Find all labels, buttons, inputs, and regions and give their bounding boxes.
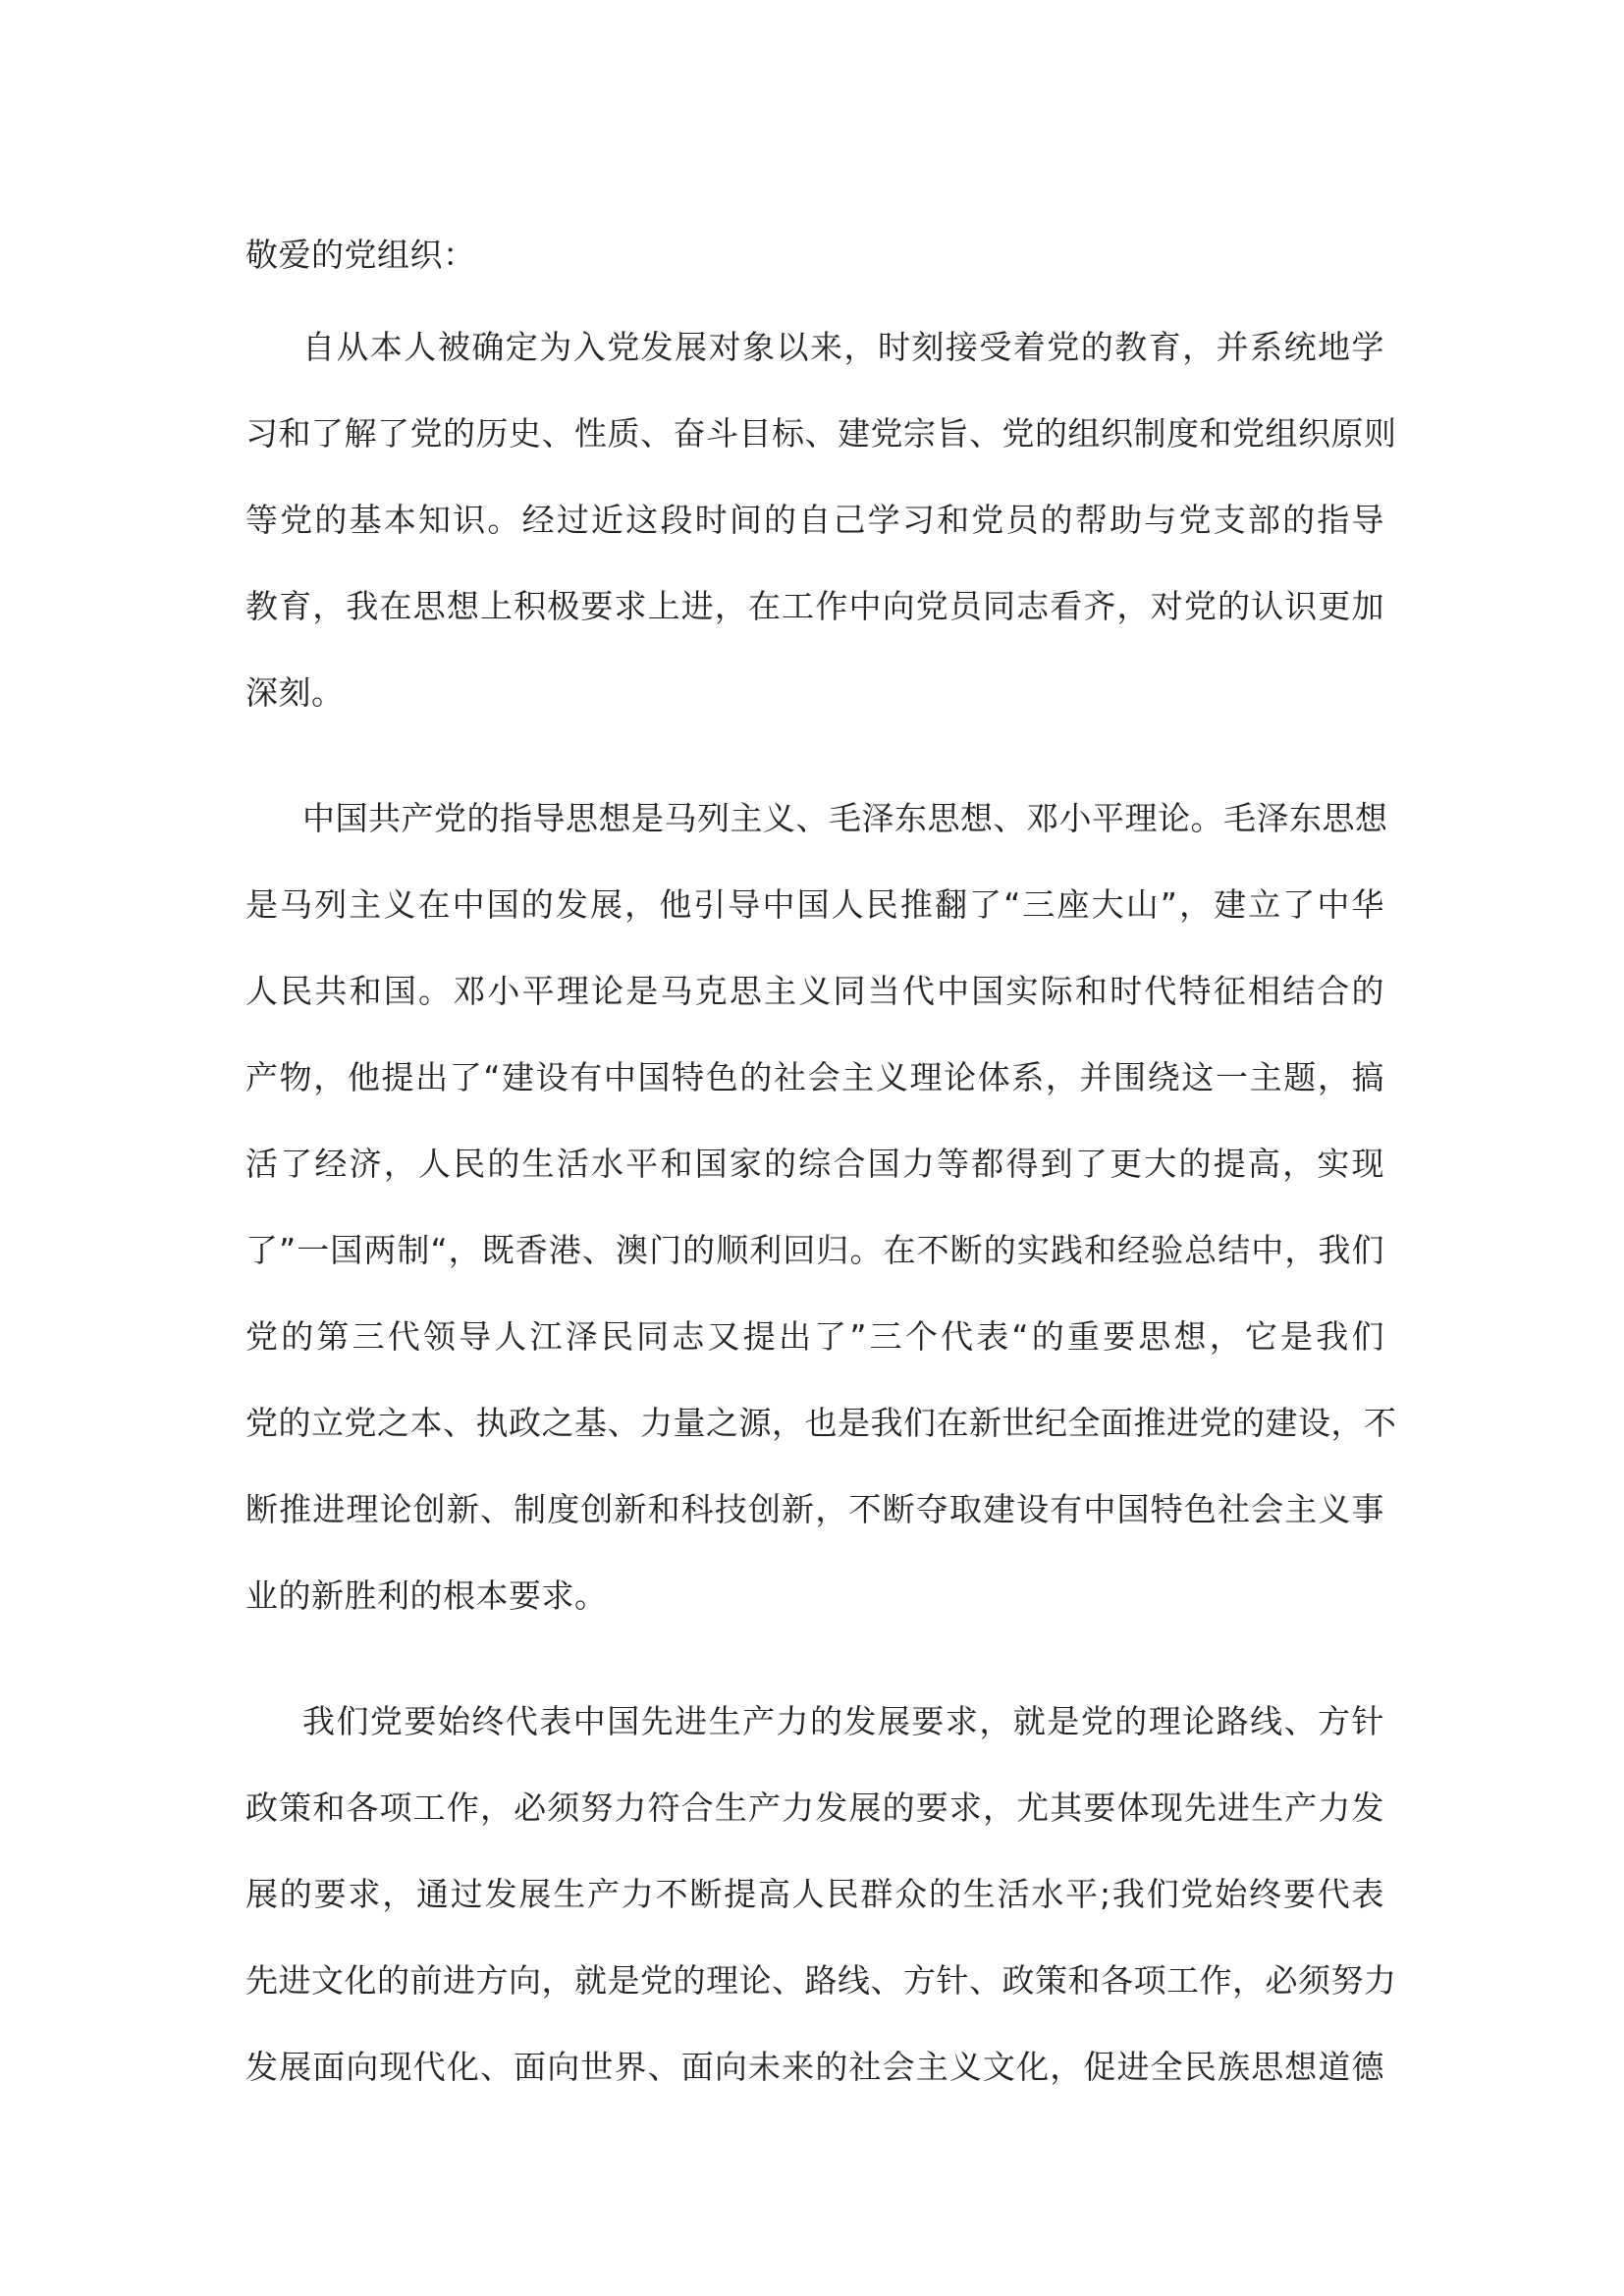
paragraph-line: 产物，他提出了“建设有中国特色的社会主义理论体系，并围绕这一主题，搞: [245, 1058, 1384, 1096]
salutation: 敬爱的党组织：: [245, 236, 476, 274]
paragraph-line: 中国共产党的指导思想是马列主义、毛泽东思想、邓小平理论。毛泽东思想: [302, 799, 1388, 837]
paragraph-line: 党的第三代领导人江泽民同志又提出了”三个代表“的重要思想，它是我们: [245, 1317, 1384, 1356]
paragraph-line: 发展面向现代化、面向世界、面向未来的社会主义文化，促进全民族思想道德: [245, 2048, 1384, 2086]
paragraph-line: 深刻。: [245, 673, 345, 712]
paragraph-line: 是马列主义在中国的发展，他引导中国人民推翻了“三座大山”，建立了中华: [245, 885, 1384, 924]
paragraph-line: 习和了解了党的历史、性质、奋斗目标、建党宗旨、党的组织制度和党组织原则: [245, 414, 1397, 453]
paragraph-line: 了”一国两制“，既香港、澳门的顺利回归。在不断的实践和经验总结中，我们: [245, 1231, 1384, 1269]
paragraph-line: 我们党要始终代表中国先进生产力的发展要求，就是党的理论路线、方针: [302, 1702, 1384, 1740]
paragraph-line: 先进文化的前进方向，就是党的理论、路线、方针、政策和各项工作，必须努力: [245, 1961, 1397, 2000]
paragraph-line: 人民共和国。邓小平理论是马克思主义同当代中国实际和时代特征相结合的: [245, 972, 1384, 1010]
paragraph-line: 断推进理论创新、制度创新和科技创新，不断夺取建设有中国特色社会主义事: [245, 1490, 1384, 1528]
paragraph-line: 业的新胜利的根本要求。: [245, 1576, 608, 1615]
paragraph-line: 展的要求，通过发展生产力不断提高人民群众的生活水平;我们党始终要代表: [245, 1875, 1384, 1913]
paragraph-line: 活了经济，人民的生活水平和国家的综合国力等都得到了更大的提高，实现: [245, 1145, 1384, 1183]
paragraph-line: 政策和各项工作，必须努力符合生产力发展的要求，尤其要体现先进生产力发: [245, 1789, 1384, 1827]
paragraph-line: 党的立党之本、执政之基、力量之源，也是我们在新世纪全面推进党的建设，不: [245, 1404, 1397, 1442]
paragraph-line: 自从本人被确定为入党发展对象以来，时刻接受着党的教育，并系统地学: [302, 328, 1384, 366]
paragraph-line: 教育，我在思想上积极要求上进，在工作中向党员同志看齐，对党的认识更加: [245, 587, 1384, 625]
paragraph-line: 等党的基本知识。经过近这段时间的自己学习和党员的帮助与党支部的指导: [245, 501, 1384, 539]
